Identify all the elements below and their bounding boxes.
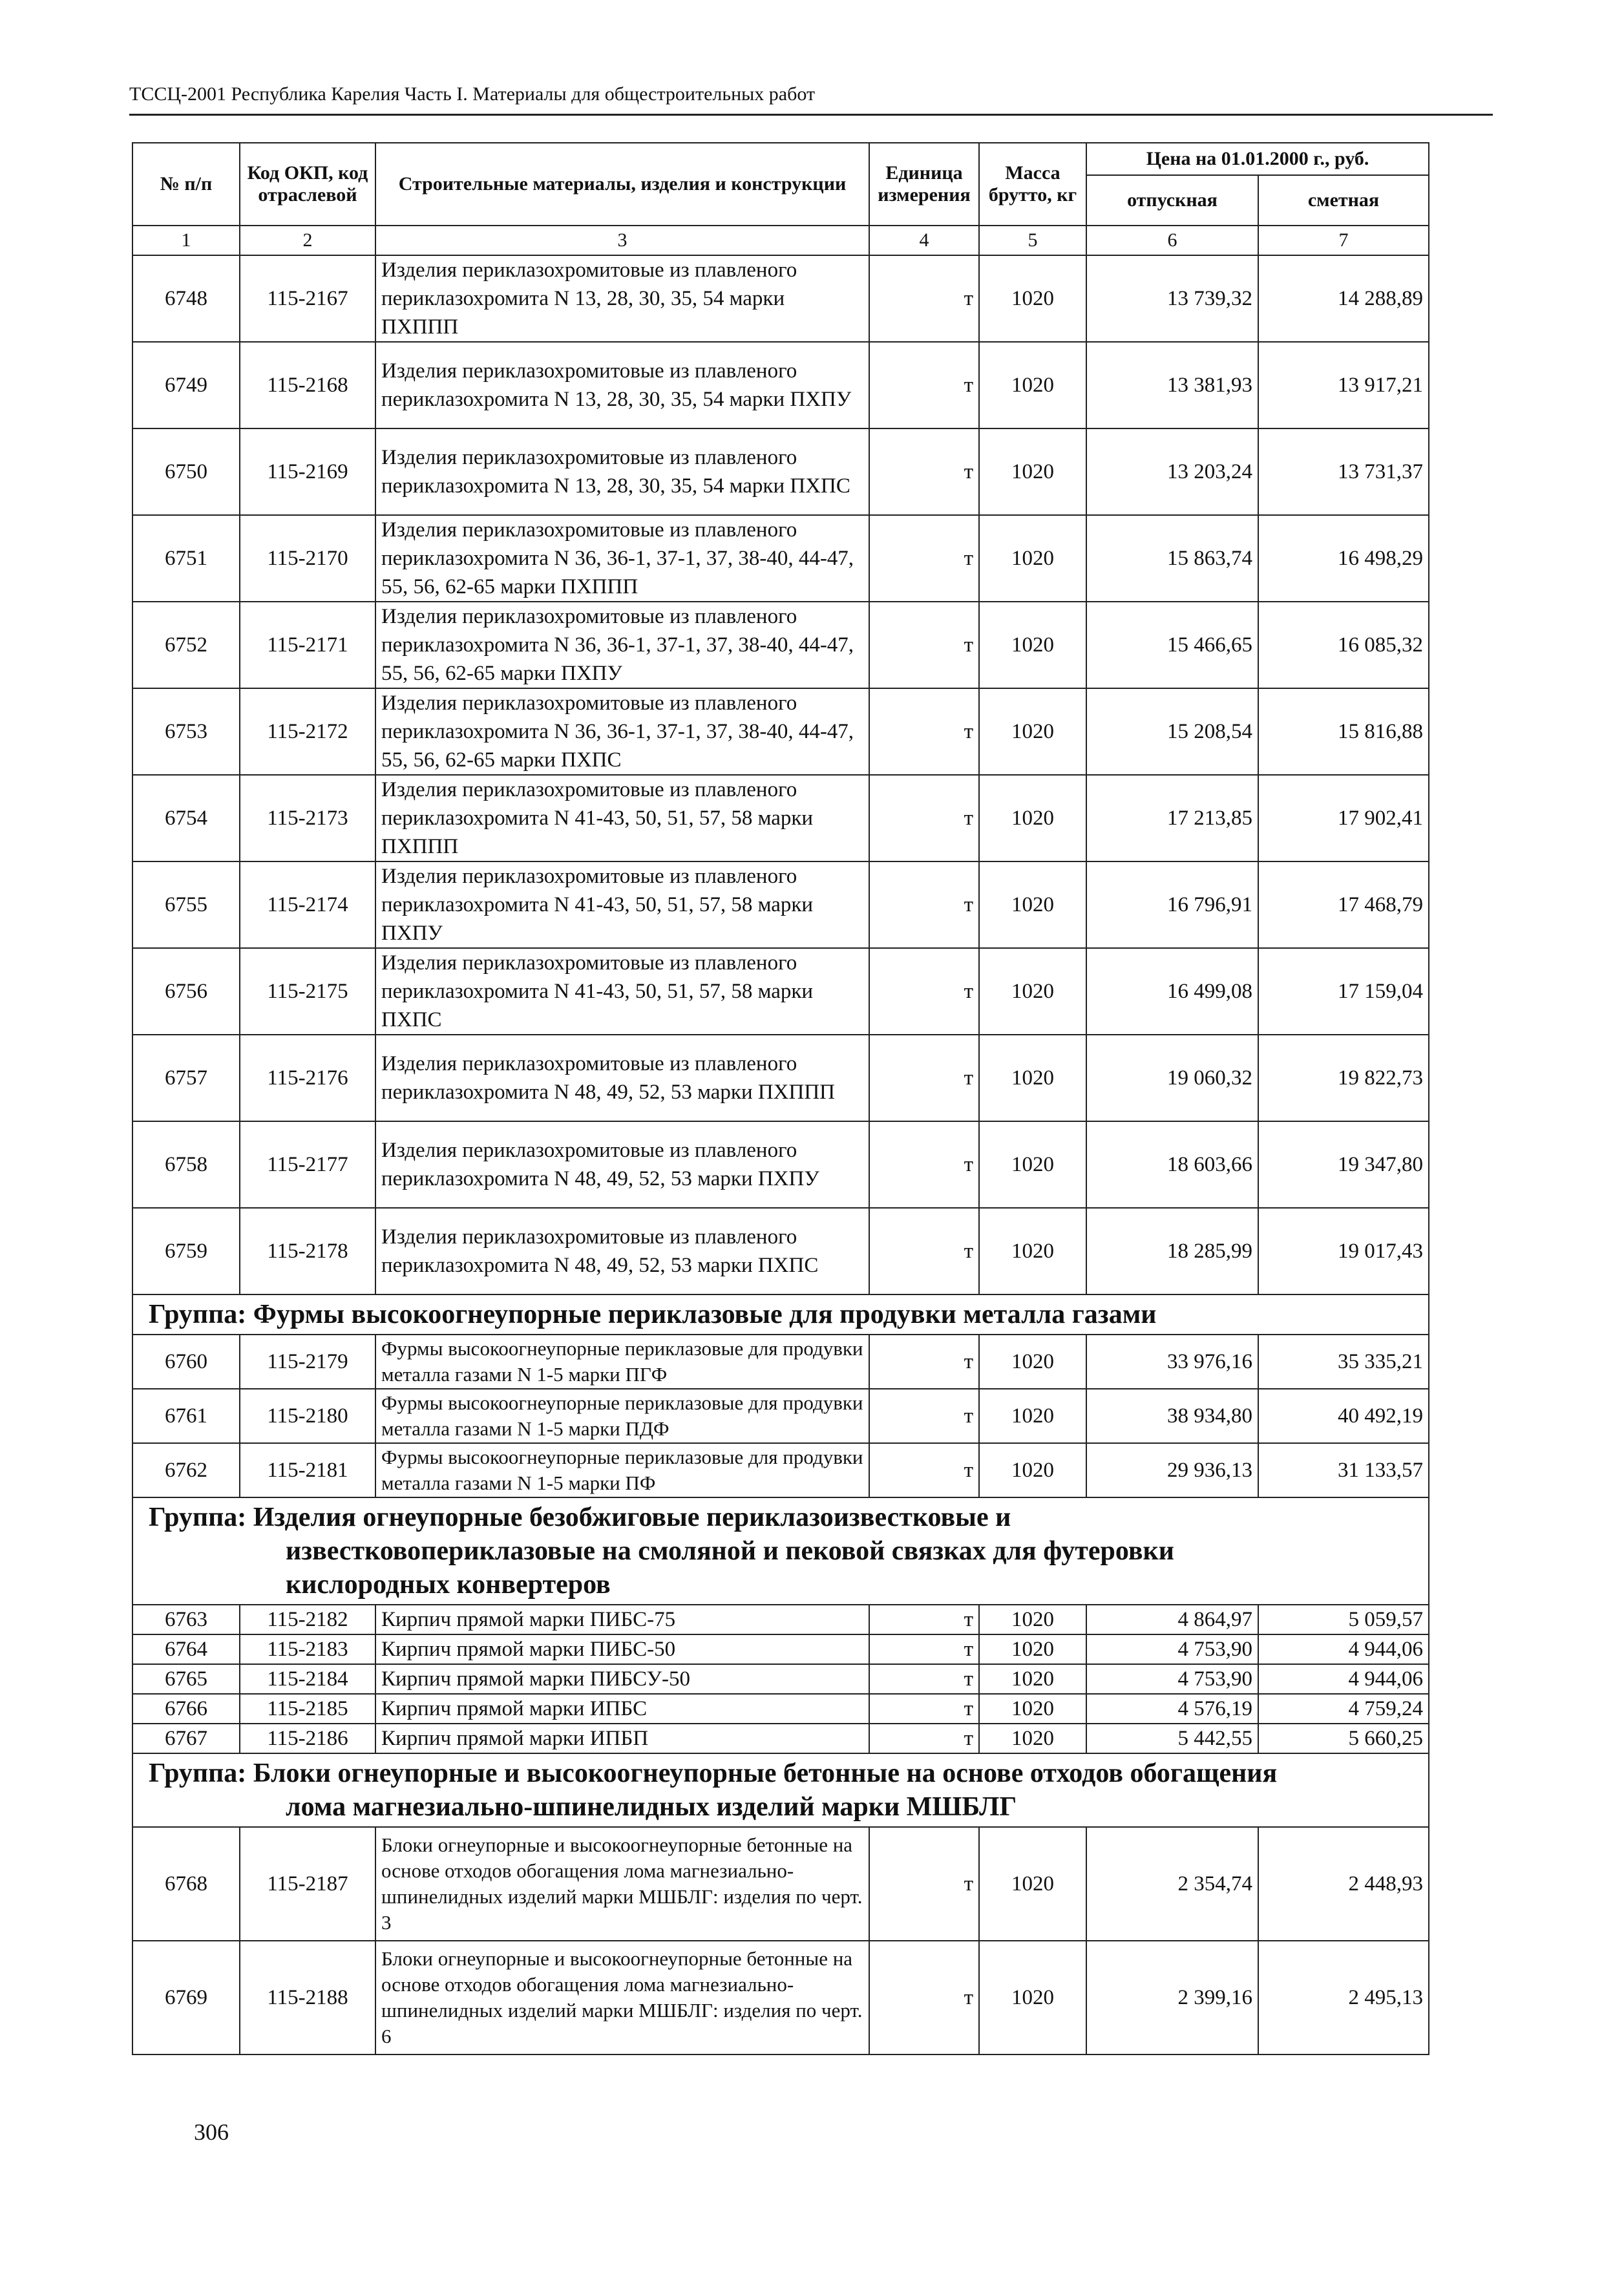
item-release-price: 17 213,85 xyxy=(1086,775,1258,861)
col-header-mass: Масса брутто, кг xyxy=(979,143,1086,226)
item-unit: т xyxy=(869,1389,979,1443)
column-number: 2 xyxy=(240,226,375,255)
page-number: 306 xyxy=(194,2119,229,2145)
item-code: 115-2168 xyxy=(240,342,375,428)
table-row xyxy=(132,688,1429,775)
item-num: 6768 xyxy=(132,1827,240,1941)
item-mass: 1020 xyxy=(979,342,1086,428)
item-name: Изделия периклазохромитовые из плавленого периклазохромита N 13, 28, 30, 35, 54 марки ПХПС xyxy=(375,428,869,515)
column-number: 5 xyxy=(979,226,1086,255)
item-estimate-price: 31 133,57 xyxy=(1258,1443,1429,1497)
group-row xyxy=(132,1753,1429,1827)
item-release-price: 19 060,32 xyxy=(1086,1035,1258,1121)
item-release-price: 38 934,80 xyxy=(1086,1389,1258,1443)
item-release-price: 18 603,66 xyxy=(1086,1121,1258,1208)
group-title: лома магнезиально-шпинелидных изделий марки МШБЛГ xyxy=(286,1792,1017,1822)
column-number: 3 xyxy=(375,226,869,255)
item-mass: 1020 xyxy=(979,861,1086,948)
item-estimate-price: 19 347,80 xyxy=(1258,1121,1429,1208)
item-num: 6753 xyxy=(132,688,240,775)
item-unit: т xyxy=(869,1335,979,1389)
item-unit: т xyxy=(869,1443,979,1497)
item-num: 6754 xyxy=(132,775,240,861)
group-heading xyxy=(132,1753,1429,1827)
item-estimate-price: 16 085,32 xyxy=(1258,602,1429,688)
item-code: 115-2178 xyxy=(240,1208,375,1294)
item-estimate-price: 2 448,93 xyxy=(1258,1827,1429,1941)
item-mass: 1020 xyxy=(979,515,1086,602)
item-name: Изделия периклазохромитовые из плавленого периклазохромита N 41-43, 50, 51, 57, 58 марки ПХППП xyxy=(375,775,869,861)
col-header-price: Цена на 01.01.2000 г., руб. xyxy=(1086,143,1429,175)
table-row xyxy=(132,255,1429,342)
item-release-price: 15 863,74 xyxy=(1086,515,1258,602)
item-release-price: 4 576,19 xyxy=(1086,1694,1258,1724)
item-estimate-price: 35 335,21 xyxy=(1258,1335,1429,1389)
item-mass: 1020 xyxy=(979,1605,1086,1634)
item-code: 115-2188 xyxy=(240,1941,375,2054)
item-unit: т xyxy=(869,1827,979,1941)
table-row xyxy=(132,1941,1429,2054)
item-num: 6757 xyxy=(132,1035,240,1121)
col-header-code: Код ОКП, код отраслевой xyxy=(240,143,375,226)
item-num: 6767 xyxy=(132,1724,240,1753)
column-number: 1 xyxy=(132,226,240,255)
group-heading xyxy=(132,1497,1429,1605)
item-code: 115-2187 xyxy=(240,1827,375,1941)
table-row xyxy=(132,1389,1429,1443)
item-mass: 1020 xyxy=(979,602,1086,688)
item-release-price: 18 285,99 xyxy=(1086,1208,1258,1294)
item-code: 115-2169 xyxy=(240,428,375,515)
item-unit: т xyxy=(869,1694,979,1724)
item-release-price: 4 753,90 xyxy=(1086,1664,1258,1694)
item-unit: т xyxy=(869,428,979,515)
item-code: 115-2185 xyxy=(240,1694,375,1724)
item-mass: 1020 xyxy=(979,255,1086,342)
item-name: Изделия периклазохромитовые из плавленого периклазохромита N 36, 36-1, 37-1, 37, 38-40, 44-47, 55, 56, 62-65 марки ПХПС xyxy=(375,688,869,775)
item-mass: 1020 xyxy=(979,1827,1086,1941)
item-name: Кирпич прямой марки ПИБС-75 xyxy=(375,1605,869,1634)
item-num: 6759 xyxy=(132,1208,240,1294)
item-code: 115-2186 xyxy=(240,1724,375,1753)
price-table xyxy=(132,142,1429,2055)
item-estimate-price: 4 944,06 xyxy=(1258,1634,1429,1664)
item-release-price: 13 739,32 xyxy=(1086,255,1258,342)
item-num: 6758 xyxy=(132,1121,240,1208)
header-divider xyxy=(129,114,1493,116)
item-code: 115-2182 xyxy=(240,1605,375,1634)
item-code: 115-2173 xyxy=(240,775,375,861)
item-unit: т xyxy=(869,775,979,861)
table-row xyxy=(132,1724,1429,1753)
item-name: Изделия периклазохромитовые из плавленого периклазохромита N 48, 49, 52, 53 марки ПХППП xyxy=(375,1035,869,1121)
item-name: Изделия периклазохромитовые из плавленого периклазохромита N 13, 28, 30, 35, 54 марки ПХППП xyxy=(375,255,869,342)
item-name: Изделия периклазохромитовые из плавленого периклазохромита N 41-43, 50, 51, 57, 58 марки ПХПУ xyxy=(375,861,869,948)
item-release-price: 5 442,55 xyxy=(1086,1724,1258,1753)
item-code: 115-2184 xyxy=(240,1664,375,1694)
group-title: Фурмы высокоогнеупорные периклазовые для продувки металла газами xyxy=(253,1300,1157,1329)
table-row xyxy=(132,948,1429,1035)
item-unit: т xyxy=(869,688,979,775)
item-estimate-price: 4 944,06 xyxy=(1258,1664,1429,1694)
item-unit: т xyxy=(869,342,979,428)
item-release-price: 15 466,65 xyxy=(1086,602,1258,688)
table-row xyxy=(132,1035,1429,1121)
item-unit: т xyxy=(869,515,979,602)
group-title: известковопериклазовые на смоляной и пековой связках для футеровки xyxy=(286,1536,1174,1566)
item-release-price: 13 203,24 xyxy=(1086,428,1258,515)
item-release-price: 2 399,16 xyxy=(1086,1941,1258,2054)
item-num: 6761 xyxy=(132,1389,240,1443)
item-unit: т xyxy=(869,1605,979,1634)
item-mass: 1020 xyxy=(979,1724,1086,1753)
item-estimate-price: 19 822,73 xyxy=(1258,1035,1429,1121)
item-code: 115-2177 xyxy=(240,1121,375,1208)
item-mass: 1020 xyxy=(979,948,1086,1035)
item-num: 6748 xyxy=(132,255,240,342)
item-code: 115-2181 xyxy=(240,1443,375,1497)
item-name: Блоки огнеупорные и высокоогнеупорные бетонные на основе отходов обогащения лома магнезиально-шпинелидных изделий марки МШБЛГ: изделия по черт. 6 xyxy=(375,1941,869,2054)
item-unit: т xyxy=(869,602,979,688)
item-name: Изделия периклазохромитовые из плавленого периклазохромита N 48, 49, 52, 53 марки ПХПС xyxy=(375,1208,869,1294)
item-mass: 1020 xyxy=(979,1634,1086,1664)
item-name: Кирпич прямой марки ПИБСУ-50 xyxy=(375,1664,869,1694)
item-num: 6756 xyxy=(132,948,240,1035)
item-estimate-price: 19 017,43 xyxy=(1258,1208,1429,1294)
item-mass: 1020 xyxy=(979,688,1086,775)
group-prefix: Группа: xyxy=(149,1759,247,1788)
item-unit: т xyxy=(869,1634,979,1664)
group-prefix: Группа: xyxy=(149,1300,247,1329)
table-row xyxy=(132,1664,1429,1694)
group-title: Блоки огнеупорные и высокоогнеупорные бетонные на основе отходов обогащения xyxy=(253,1759,1278,1788)
item-name: Изделия периклазохромитовые из плавленого периклазохромита N 36, 36-1, 37-1, 37, 38-40, 44-47, 55, 56, 62-65 марки ПХПУ xyxy=(375,602,869,688)
item-estimate-price: 13 731,37 xyxy=(1258,428,1429,515)
item-release-price: 16 499,08 xyxy=(1086,948,1258,1035)
item-mass: 1020 xyxy=(979,428,1086,515)
item-unit: т xyxy=(869,1941,979,2054)
item-name: Фурмы высокоогнеупорные периклазовые для продувки металла газами N 1-5 марки ПДФ xyxy=(375,1389,869,1443)
group-row xyxy=(132,1294,1429,1335)
column-number: 4 xyxy=(869,226,979,255)
item-name: Изделия периклазохромитовые из плавленого периклазохромита N 36, 36-1, 37-1, 37, 38-40, 44-47, 55, 56, 62-65 марки ПХППП xyxy=(375,515,869,602)
item-mass: 1020 xyxy=(979,1208,1086,1294)
item-code: 115-2176 xyxy=(240,1035,375,1121)
col-header-estimate: сметная xyxy=(1258,175,1429,226)
item-release-price: 29 936,13 xyxy=(1086,1443,1258,1497)
item-mass: 1020 xyxy=(979,1121,1086,1208)
item-release-price: 16 796,91 xyxy=(1086,861,1258,948)
item-name: Фурмы высокоогнеупорные периклазовые для продувки металла газами N 1-5 марки ПГФ xyxy=(375,1335,869,1389)
col-header-release: отпускная xyxy=(1086,175,1258,226)
item-num: 6760 xyxy=(132,1335,240,1389)
item-code: 115-2175 xyxy=(240,948,375,1035)
item-name: Кирпич прямой марки ПИБС-50 xyxy=(375,1634,869,1664)
item-code: 115-2171 xyxy=(240,602,375,688)
group-row xyxy=(132,1497,1429,1605)
col-header-unit: Единица измерения xyxy=(869,143,979,226)
item-unit: т xyxy=(869,1664,979,1694)
table-row xyxy=(132,1605,1429,1634)
column-number: 6 xyxy=(1086,226,1258,255)
item-num: 6769 xyxy=(132,1941,240,2054)
item-release-price: 13 381,93 xyxy=(1086,342,1258,428)
group-prefix: Группа: xyxy=(149,1503,247,1532)
item-estimate-price: 40 492,19 xyxy=(1258,1389,1429,1443)
item-name: Блоки огнеупорные и высокоогнеупорные бетонные на основе отходов обогащения лома магнезиально-шпинелидных изделий марки МШБЛГ: изделия по черт. 3 xyxy=(375,1827,869,1941)
item-name: Фурмы высокоогнеупорные периклазовые для продувки металла газами N 1-5 марки ПФ xyxy=(375,1443,869,1497)
group-title: Изделия огнеупорные безобжиговые периклазоизвестковые и xyxy=(253,1503,1011,1532)
item-estimate-price: 13 917,21 xyxy=(1258,342,1429,428)
column-number: 7 xyxy=(1258,226,1429,255)
item-estimate-price: 2 495,13 xyxy=(1258,1941,1429,2054)
item-unit: т xyxy=(869,948,979,1035)
item-unit: т xyxy=(869,1208,979,1294)
item-estimate-price: 5 059,57 xyxy=(1258,1605,1429,1634)
group-heading xyxy=(132,1294,1429,1335)
item-name: Изделия периклазохромитовые из плавленого периклазохромита N 13, 28, 30, 35, 54 марки ПХПУ xyxy=(375,342,869,428)
table-row xyxy=(132,1443,1429,1497)
item-estimate-price: 5 660,25 xyxy=(1258,1724,1429,1753)
item-num: 6752 xyxy=(132,602,240,688)
item-code: 115-2179 xyxy=(240,1335,375,1389)
item-mass: 1020 xyxy=(979,1941,1086,2054)
item-num: 6750 xyxy=(132,428,240,515)
table-row xyxy=(132,1121,1429,1208)
item-name: Кирпич прямой марки ИПБП xyxy=(375,1724,869,1753)
item-release-price: 33 976,16 xyxy=(1086,1335,1258,1389)
item-release-price: 2 354,74 xyxy=(1086,1827,1258,1941)
col-header-num: № п/п xyxy=(132,143,240,226)
item-code: 115-2172 xyxy=(240,688,375,775)
item-release-price: 4 864,97 xyxy=(1086,1605,1258,1634)
item-estimate-price: 14 288,89 xyxy=(1258,255,1429,342)
item-name: Кирпич прямой марки ИПБС xyxy=(375,1694,869,1724)
group-title: кислородных конвертеров xyxy=(286,1570,611,1600)
item-estimate-price: 16 498,29 xyxy=(1258,515,1429,602)
page-header: ТССЦ-2001 Республика Карелия Часть I. Материалы для общестроительных работ xyxy=(129,83,816,105)
item-estimate-price: 4 759,24 xyxy=(1258,1694,1429,1724)
item-estimate-price: 17 902,41 xyxy=(1258,775,1429,861)
item-num: 6765 xyxy=(132,1664,240,1694)
item-code: 115-2170 xyxy=(240,515,375,602)
item-estimate-price: 15 816,88 xyxy=(1258,688,1429,775)
table-row xyxy=(132,1827,1429,1941)
item-unit: т xyxy=(869,255,979,342)
item-unit: т xyxy=(869,861,979,948)
item-mass: 1020 xyxy=(979,1664,1086,1694)
table-row xyxy=(132,1335,1429,1389)
column-number-row xyxy=(132,226,1429,255)
item-estimate-price: 17 468,79 xyxy=(1258,861,1429,948)
item-mass: 1020 xyxy=(979,1335,1086,1389)
table-row xyxy=(132,775,1429,861)
col-header-name: Строительные материалы, изделия и конструкции xyxy=(375,143,869,226)
table-row xyxy=(132,515,1429,602)
item-name: Изделия периклазохромитовые из плавленого периклазохромита N 41-43, 50, 51, 57, 58 марки ПХПС xyxy=(375,948,869,1035)
item-num: 6749 xyxy=(132,342,240,428)
table-row xyxy=(132,1694,1429,1724)
item-mass: 1020 xyxy=(979,1035,1086,1121)
item-estimate-price: 17 159,04 xyxy=(1258,948,1429,1035)
table-row xyxy=(132,342,1429,428)
item-num: 6764 xyxy=(132,1634,240,1664)
table-row xyxy=(132,1208,1429,1294)
item-num: 6751 xyxy=(132,515,240,602)
item-num: 6766 xyxy=(132,1694,240,1724)
item-code: 115-2167 xyxy=(240,255,375,342)
item-unit: т xyxy=(869,1121,979,1208)
item-name: Изделия периклазохромитовые из плавленого периклазохромита N 48, 49, 52, 53 марки ПХПУ xyxy=(375,1121,869,1208)
item-num: 6763 xyxy=(132,1605,240,1634)
item-unit: т xyxy=(869,1724,979,1753)
item-num: 6762 xyxy=(132,1443,240,1497)
table-row xyxy=(132,428,1429,515)
table-row xyxy=(132,861,1429,948)
item-code: 115-2174 xyxy=(240,861,375,948)
item-mass: 1020 xyxy=(979,1694,1086,1724)
item-mass: 1020 xyxy=(979,1443,1086,1497)
table-row xyxy=(132,1634,1429,1664)
item-code: 115-2183 xyxy=(240,1634,375,1664)
item-unit: т xyxy=(869,1035,979,1121)
item-code: 115-2180 xyxy=(240,1389,375,1443)
table-row xyxy=(132,602,1429,688)
item-release-price: 4 753,90 xyxy=(1086,1634,1258,1664)
item-release-price: 15 208,54 xyxy=(1086,688,1258,775)
item-mass: 1020 xyxy=(979,775,1086,861)
item-num: 6755 xyxy=(132,861,240,948)
item-mass: 1020 xyxy=(979,1389,1086,1443)
